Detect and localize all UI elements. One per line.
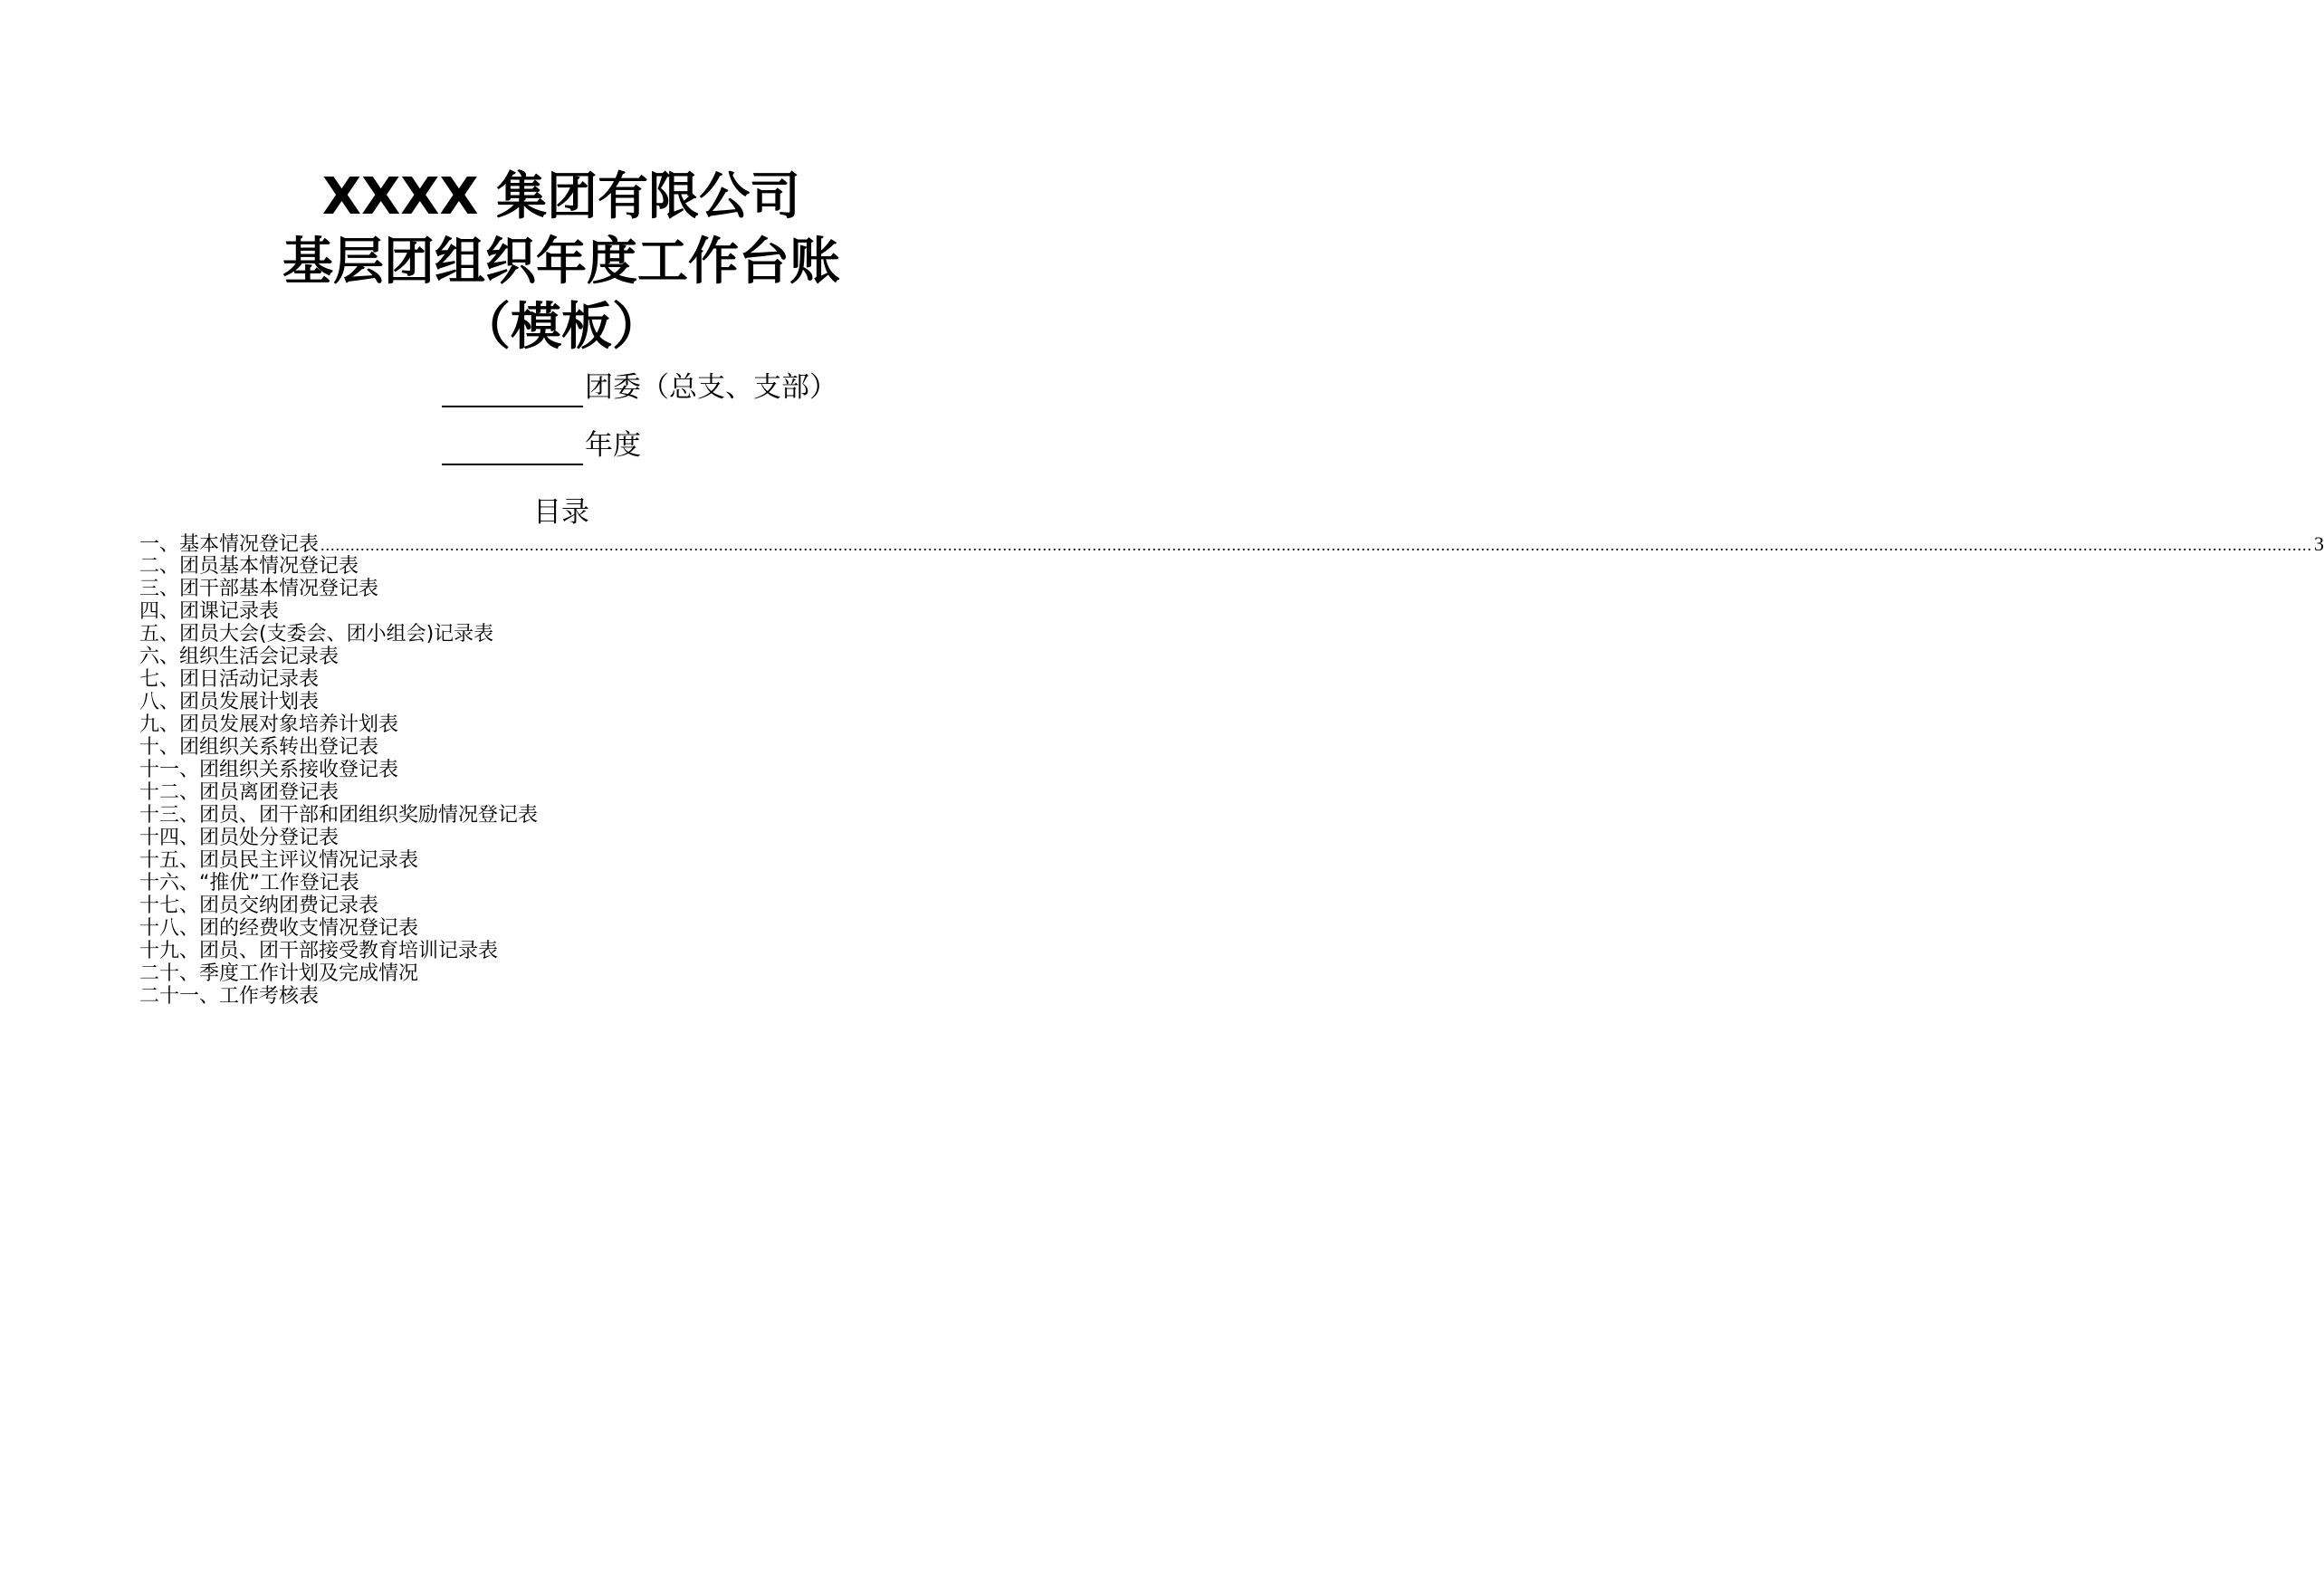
toc-item[interactable] [139, 827, 990, 849]
toc-item[interactable] [139, 736, 990, 759]
document-title-main: 基层团组织年度工作台账 [282, 233, 840, 292]
toc-item-label: 三、团干部基本情况登记表 [139, 578, 379, 600]
toc-item-label: 十一、团组织关系接收登记表 [139, 759, 399, 781]
toc-item[interactable] [139, 804, 990, 827]
year-blank[interactable] [442, 431, 583, 465]
toc-item-label: 六、组织生活会记录表 [139, 646, 340, 668]
toc-item[interactable] [139, 600, 990, 623]
organization-blank[interactable] [442, 373, 583, 407]
toc-item[interactable] [139, 623, 990, 646]
toc-item-label: 十二、团员离团登记表 [139, 781, 340, 804]
year-field [442, 426, 641, 465]
toc-item[interactable] [139, 555, 990, 578]
toc-item-label: 十九、团员、团干部接受教育培训记录表 [139, 940, 499, 962]
toc-item-label: 九、团员发展对象培养计划表 [139, 713, 399, 736]
toc-item[interactable] [139, 872, 990, 894]
toc-item[interactable] [139, 962, 990, 985]
toc-item[interactable] [139, 940, 990, 962]
toc-item[interactable] [139, 578, 990, 600]
toc-item-label: 十五、团员民主评议情况记录表 [139, 849, 419, 872]
toc-item-label: 十六、“推优”工作登记表 [139, 872, 359, 894]
toc-item[interactable] [139, 759, 990, 781]
toc-item[interactable] [139, 532, 2324, 556]
toc-item[interactable] [139, 646, 990, 668]
toc-item[interactable] [139, 691, 990, 713]
year-field-label: 年度 [585, 429, 641, 462]
toc-item-label: 二十、季度工作计划及完成情况 [139, 962, 419, 985]
toc-item-label: 五、团员大会(支委会、团小组会)记录表 [139, 623, 494, 646]
toc-item[interactable] [139, 713, 990, 736]
toc-item-label: 十三、团员、团干部和团组织奖励情况登记表 [139, 804, 539, 827]
toc-item-label: 一、基本情况登记表 [139, 533, 320, 556]
toc-item-label: 七、团日活动记录表 [139, 668, 320, 691]
toc-item[interactable] [139, 781, 990, 804]
toc-item[interactable] [139, 985, 990, 1008]
document-title-template-note: （模板） [460, 298, 663, 357]
toc-item-label: 十、团组织关系转出登记表 [139, 736, 379, 759]
toc-item-label: 二十一、工作考核表 [139, 985, 320, 1008]
toc-item-label: 二、团员基本情况登记表 [139, 555, 359, 578]
toc-leader-dots: ................................................................................................................................................................................................................................................................................................................................................................................................................ [320, 536, 2313, 554]
toc-item-label: 十四、团员处分登记表 [139, 827, 340, 849]
toc-item[interactable] [139, 849, 990, 872]
organization-field-label: 团委（总支、支部） [585, 371, 837, 404]
toc-item-label: 十八、团的经费收支情况登记表 [139, 917, 419, 940]
toc-heading: 目录 [533, 496, 589, 529]
toc-item[interactable] [139, 917, 990, 940]
document-title-company: XXXX 集团有限公司 [321, 167, 801, 226]
toc-item[interactable] [139, 894, 990, 917]
toc-item-label: 四、团课记录表 [139, 600, 280, 623]
toc-item[interactable] [139, 668, 990, 691]
toc-item-label: 八、团员发展计划表 [139, 691, 320, 713]
organization-field [442, 368, 837, 407]
toc-item-page-number: 3 [2314, 532, 2324, 555]
toc-item-label: 十七、团员交纳团费记录表 [139, 894, 379, 917]
table-of-contents [139, 532, 2324, 1008]
